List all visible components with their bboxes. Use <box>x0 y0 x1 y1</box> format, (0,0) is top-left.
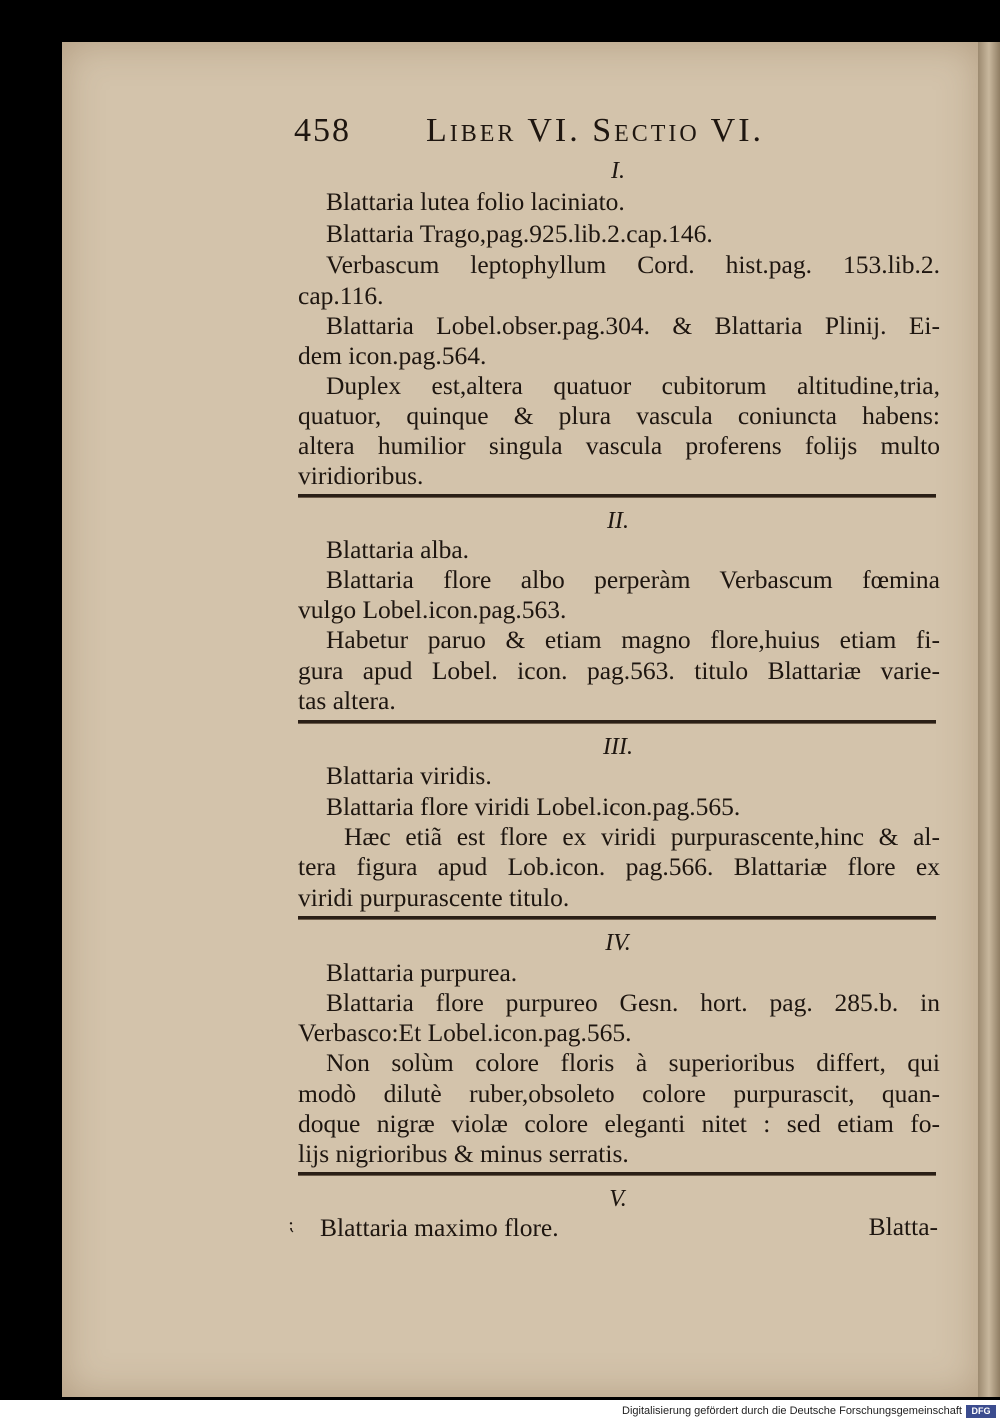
page-header <box>294 112 934 156</box>
section-number: III. <box>603 734 633 760</box>
text-line: cap.116. <box>298 281 384 310</box>
section-number: IV. <box>605 930 631 956</box>
text-line: altera humilior singula vascula proferens folijs multo <box>298 431 940 460</box>
text-line: gura apud Lobel. icon. pag.563. titulo Blattariæ varie- <box>298 656 940 685</box>
text-line: Verbascum leptophyllum Cord. hist.pag. 153.lib.2. <box>326 250 940 279</box>
text-line: Habetur paruo & etiam magno flore,huius etiam fi- <box>326 625 940 654</box>
text-line: Blattaria flore purpureo Gesn. hort. pag. 285.b. in <box>326 988 940 1017</box>
text-line: Blattaria viridis. <box>326 761 492 790</box>
text-line: doque nigræ violæ colore eleganti nitet : sed etiam fo- <box>298 1109 940 1138</box>
section-divider <box>298 916 936 920</box>
text-line: quatuor, quinque & plura vascula coniuncta habens: <box>298 401 940 430</box>
margin-mark: ⁏ <box>288 1214 295 1234</box>
section-divider <box>298 494 936 498</box>
text-line: Hæc etiã est flore ex viridi purpurascente,hinc & al- <box>344 822 940 851</box>
text-line: tera figura apud Lob.icon. pag.566. Blattariæ flore ex <box>298 852 940 881</box>
text-line: Blattaria Lobel.obser.pag.304. & Blattaria Plinij. Ei- <box>326 311 940 340</box>
section-number: II. <box>607 508 629 534</box>
page-number: 458 <box>294 112 351 149</box>
text-line: Non solùm colore floris à superioribus differt, qui <box>326 1048 940 1077</box>
text-line: Blattaria Trago,pag.925.lib.2.cap.146. <box>326 219 713 248</box>
section-divider <box>298 1172 936 1176</box>
text-line: Duplex est,altera quatuor cubitorum altitudine,tria, <box>326 371 940 400</box>
text-line: Blattaria alba. <box>326 535 470 564</box>
text-line: modò dilutè ruber,obsoleto colore purpurascit, quan- <box>298 1079 940 1108</box>
text-line: vulgo Lobel.icon.pag.563. <box>298 595 567 624</box>
section-divider <box>298 720 936 724</box>
section-number: I. <box>611 158 625 184</box>
text-line: viridioribus. <box>298 461 424 490</box>
text-line: lijs nigrioribus & minus serratis. <box>298 1139 629 1168</box>
dfg-logo: DFG <box>966 1405 996 1418</box>
text-line: Blattaria flore albo perperàm Verbascum fœmina <box>326 565 940 594</box>
catchword: Blatta- <box>868 1212 938 1241</box>
text-line: Blattaria lutea folio laciniato. <box>326 187 625 216</box>
footer-credit: Digitalisierung gefördert durch die Deutsche Forschungsgemeinschaft <box>622 1405 962 1417</box>
running-head: Liber VI. Sectio VI. <box>426 112 765 149</box>
text-line: tas altera. <box>298 686 396 715</box>
text-line: dem icon.pag.564. <box>298 341 487 370</box>
page-edge <box>978 42 1000 1397</box>
text-line: Blattaria maximo flore. <box>320 1213 559 1242</box>
section-number: V. <box>609 1186 627 1212</box>
text-line: Verbasco:Et Lobel.icon.pag.565. <box>298 1018 632 1047</box>
text-line: Blattaria purpurea. <box>326 958 518 987</box>
footer-bar <box>0 1400 1000 1423</box>
text-line: Blattaria flore viridi Lobel.icon.pag.565. <box>326 792 741 821</box>
text-line: viridi purpurascente titulo. <box>298 883 570 912</box>
